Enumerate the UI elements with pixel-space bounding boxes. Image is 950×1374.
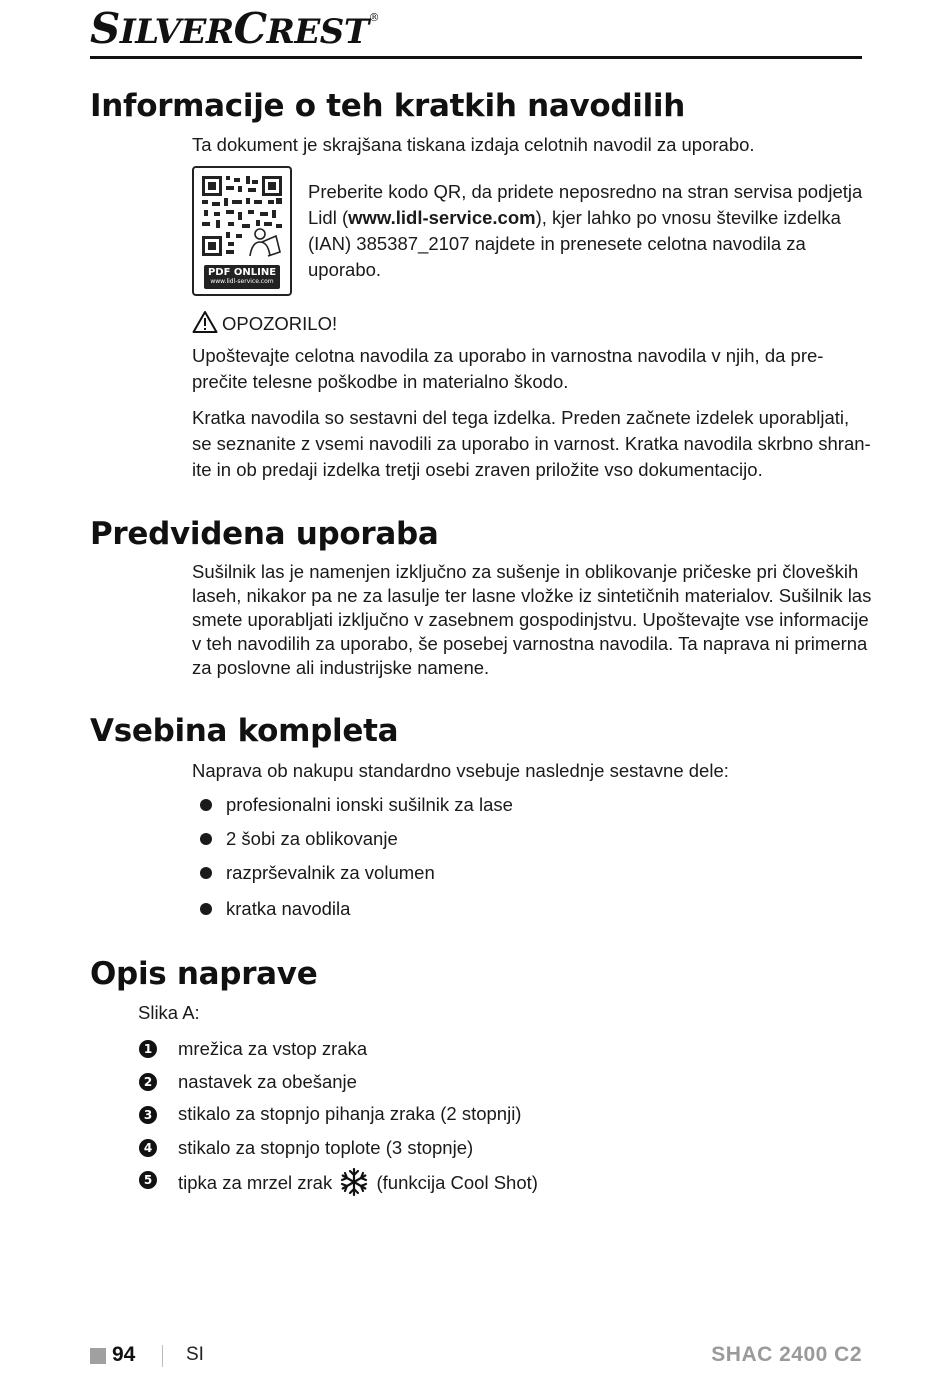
intended-use-line4: v teh navodilih za uporabo, še posebej varnostna navodila. Ta naprava ni primerna: [192, 633, 868, 654]
list-item: profesionalni ionski sušilnik za lase: [226, 794, 513, 815]
qr-text-line2: Lidl (www.lidl-service.com), kjer lahko po vnosu številke izdelka: [308, 207, 841, 228]
section-title-contents: Vsebina kompleta: [90, 713, 399, 749]
model-number: SHAC 2400 C2: [711, 1343, 862, 1366]
section-title-description: Opis naprave: [90, 956, 318, 992]
intended-use-line3: smete uporabljati izključno v zasebnem gospodinjstvu. Upoštevajte vse informacije: [192, 609, 869, 630]
part-item: mrežica za vstop zraka: [178, 1038, 368, 1059]
part-number-badge: 1: [139, 1040, 157, 1058]
part-item: stikalo za stopnjo pihanja zraka (2 stopnji): [178, 1103, 522, 1124]
warning-text-line2: prečite telesne poškodbe in materialno škodo.: [192, 371, 569, 392]
qr-text-line4: uporabo.: [308, 259, 382, 280]
part-item: nastavek za obešanje: [178, 1071, 357, 1092]
bullet-dot: [200, 799, 212, 811]
part-number-badge: 5: [139, 1171, 157, 1189]
intended-use-line1: Sušilnik las je namenjen izključno za sušenje in oblikovanje pričeske pri človeških: [192, 561, 859, 582]
bullet-dot: [200, 867, 212, 879]
keep-text-line2: se seznanite z vsemi navodili za uporabo in varnost. Kratka navodila skrbno shran-: [192, 433, 871, 454]
language-code: SI: [186, 1344, 204, 1365]
keep-text-line3: ite in ob predaji izdelka tretji osebi zraven priložite vso dokumentacijo.: [192, 459, 763, 480]
footer-marker: [90, 1348, 106, 1364]
service-link[interactable]: www.lidl-service.com: [348, 207, 536, 228]
intro-text: Ta dokument je skrajšana tiskana izdaja celotnih navodil za uporabo.: [192, 134, 755, 155]
keep-text-line1: Kratka navodila so sestavni del tega izdelka. Preden začnete izdelek uporabljati,: [192, 407, 850, 428]
qr-text-line3: (IAN) 385387_2107 najdete in prenesete celotna navodila za: [308, 233, 806, 254]
snowflake-icon: [339, 1167, 369, 1197]
section-title-intended-use: Predvidena uporaba: [90, 516, 439, 552]
qr-code: [192, 166, 292, 296]
pdf-online-label: PDF ONLINE www.lidl-service.com: [204, 265, 280, 289]
qr-pattern: [202, 176, 282, 260]
list-item: 2 šobi za oblikovanje: [226, 828, 398, 849]
footer-divider: [162, 1345, 163, 1367]
bullet-dot: [200, 833, 212, 845]
part-number-badge: 4: [139, 1139, 157, 1157]
intended-use-line2: laseh, nikakor pa ne za lasulje ter lasne vložke iz sintetičnih materialov. Sušilnik las: [192, 585, 872, 606]
section-title-info: Informacije o teh kratkih navodilih: [90, 88, 686, 124]
part-item: tipka za mrzel zrak (funkcija Cool Shot): [178, 1167, 538, 1197]
bullet-dot: [200, 903, 212, 915]
figure-label: Slika A:: [138, 1002, 200, 1023]
part-number-badge: 3: [139, 1106, 157, 1124]
header-rule: [90, 56, 862, 59]
list-item: razprševalnik za volumen: [226, 862, 435, 883]
part-number-badge: 2: [139, 1073, 157, 1091]
warning-text-line1: Upoštevajte celotna navodila za uporabo in varnostna navodila v njih, da pre-: [192, 345, 824, 366]
qr-text-line1: Preberite kodo QR, da pridete neposredno na stran servisa podjetja: [308, 181, 863, 202]
brand-logo: SILVERCREST®: [90, 4, 380, 53]
warning-icon: [192, 310, 218, 334]
part-item: stikalo za stopnjo toplote (3 stopnje): [178, 1137, 474, 1158]
contents-intro: Naprava ob nakupu standardno vsebuje naslednje sestavne dele:: [192, 760, 729, 781]
list-item: kratka navodila: [226, 898, 351, 919]
intended-use-line5: za poslovne ali industrijske namene.: [192, 657, 490, 678]
warning-heading: OPOZORILO!: [192, 310, 337, 337]
page-number: 94: [112, 1343, 136, 1366]
